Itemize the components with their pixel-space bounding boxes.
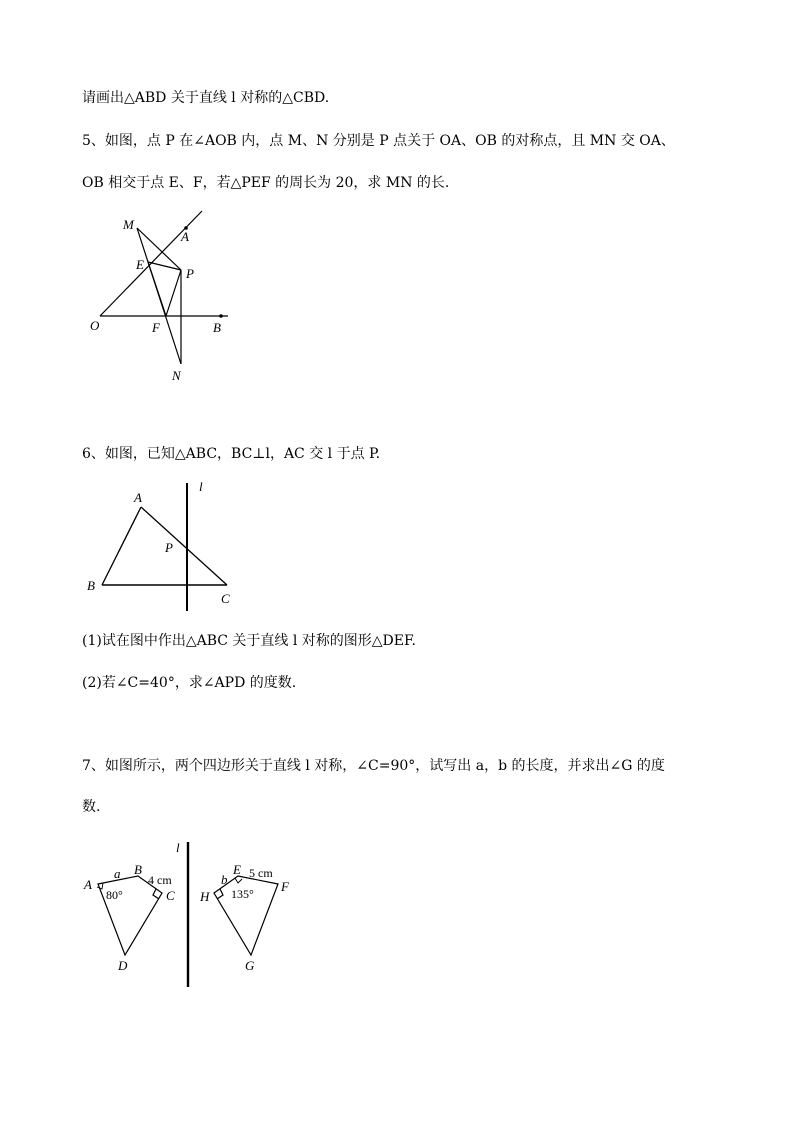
segment-ef (148, 262, 166, 316)
label-b: B (213, 320, 221, 335)
figure-7-diagram (80, 838, 300, 990)
right-angle-e (235, 878, 242, 883)
label-a: A (84, 877, 92, 892)
label-o: O (90, 318, 100, 333)
measure-ef: 5 cm (249, 866, 273, 880)
segment-ab (102, 507, 141, 585)
segment-ac (141, 507, 227, 585)
label-h: H (200, 889, 210, 904)
figure-5-diagram (80, 205, 240, 385)
figure-6-diagram (84, 478, 244, 613)
label-d: D (118, 958, 128, 973)
label-p: P (165, 540, 173, 555)
label-c: C (221, 591, 230, 606)
label-m: M (123, 217, 134, 232)
problem-7-line-1: 7、如图所示，两个四边形关于直线 l 对称，∠C=90°，试写出 a，b 的长度，并求出∠G 的度 (82, 758, 665, 774)
label-l: l (176, 840, 180, 855)
label-g: G (245, 958, 255, 973)
label-a: A (134, 490, 142, 505)
label-b-lower: b (221, 872, 228, 887)
label-l: l (199, 479, 203, 494)
label-f: F (152, 320, 160, 335)
label-a-lower: a (114, 866, 121, 881)
label-a: A (181, 229, 189, 244)
angle-a-value: 80° (106, 888, 123, 902)
label-f: F (281, 879, 289, 894)
problem-7-line-2: 数. (82, 799, 101, 815)
segment-fp (166, 270, 181, 316)
label-b: B (134, 862, 142, 877)
measure-bc: 4 cm (148, 873, 172, 887)
problem-6-line-1: 6、如图，已知△ABC，BC⊥l，AC 交 l 于点 P. (82, 446, 381, 462)
point-b (219, 314, 223, 318)
problem-5-line-1: 5、如图，点 P 在∠AOB 内，点 M、N 分别是 P 点关于 OA、OB 的对称点，且 MN 交 OA、 (82, 133, 675, 149)
label-e: E (233, 862, 241, 877)
problem-6-part-2: (2)若∠C=40°，求∠APD 的度数. (82, 675, 297, 691)
label-p: P (186, 266, 194, 281)
label-c: C (166, 888, 175, 903)
problem-5-line-2: OB 相交于点 E、F，若△PEF 的周长为 20，求 MN 的长. (82, 175, 450, 191)
text-line-1: 请画出△ABD 关于直线 l 对称的△CBD. (82, 90, 330, 106)
label-e: E (136, 257, 144, 272)
label-b: B (87, 578, 95, 593)
label-n: N (172, 368, 181, 383)
angle-e-value: 135° (231, 887, 254, 901)
problem-6-part-1: (1)试在图中作出△ABC 关于直线 l 对称的图形△DEF. (82, 633, 416, 649)
